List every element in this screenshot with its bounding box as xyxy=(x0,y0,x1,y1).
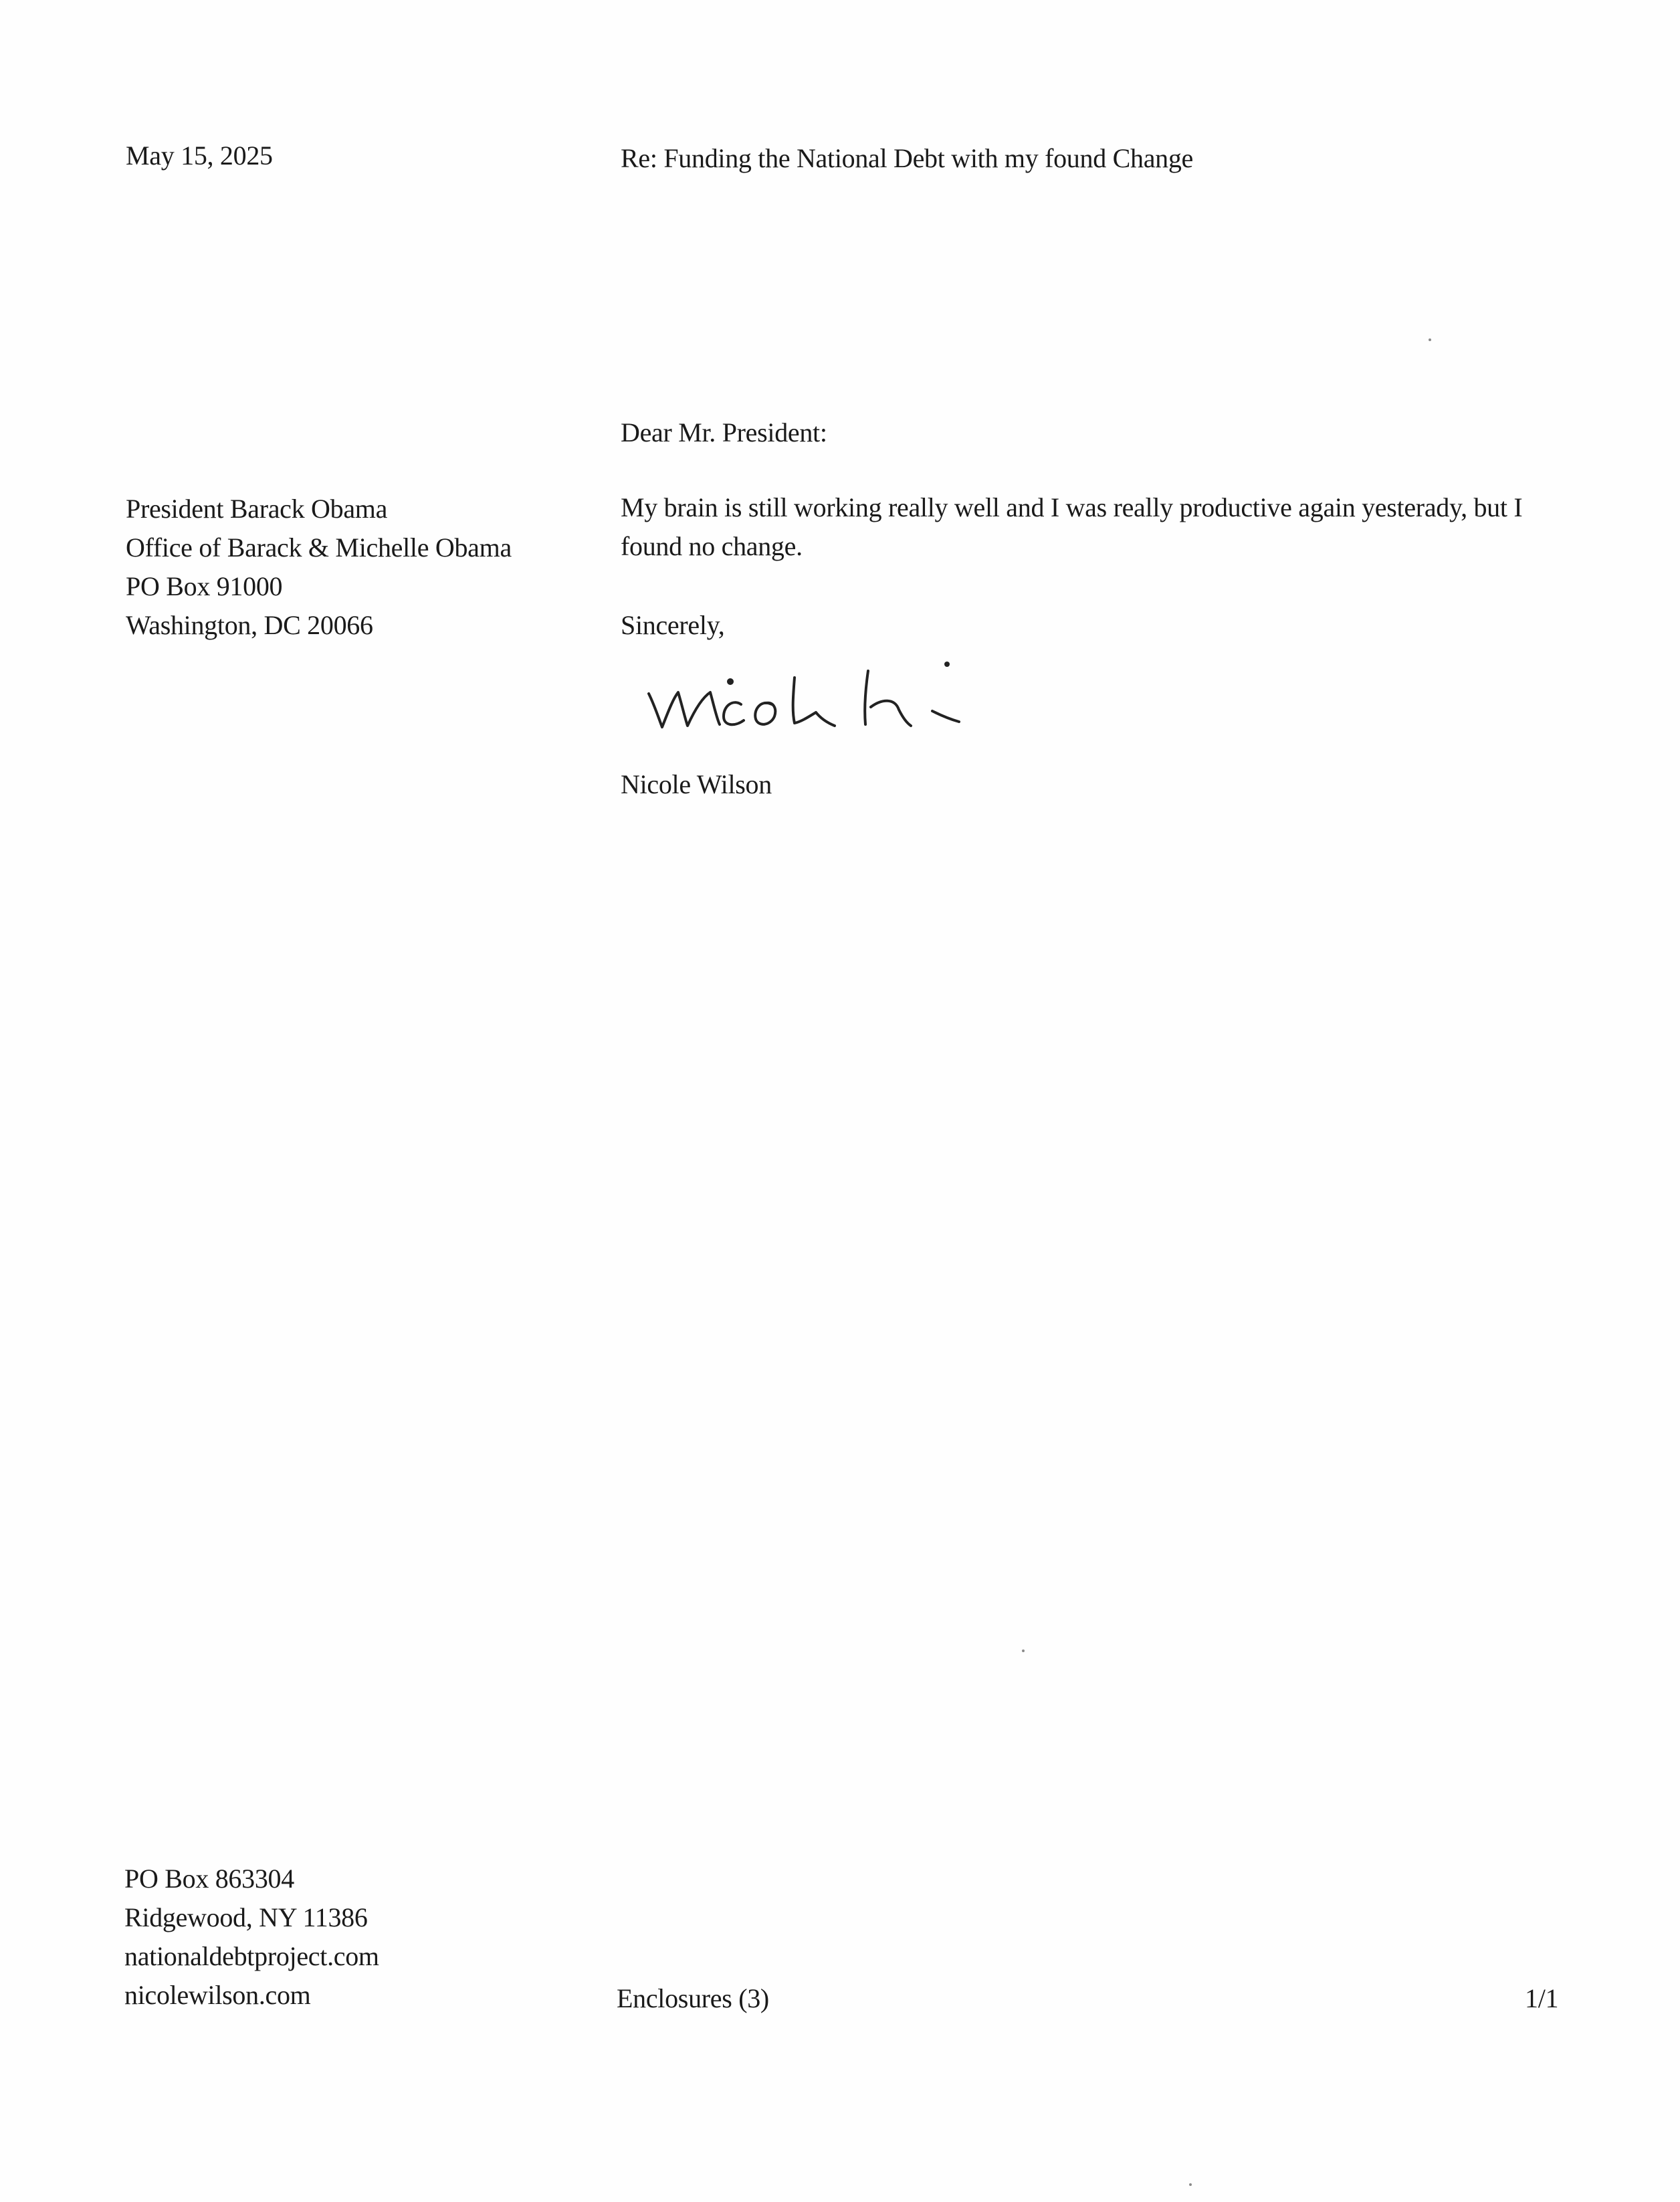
letter-date: May 15, 2025 xyxy=(126,140,273,171)
signer-name: Nicole Wilson xyxy=(621,769,772,799)
sender-city: Ridgewood, NY 11386 xyxy=(124,1902,368,1932)
enclosures-note: Enclosures (3) xyxy=(617,1983,769,2013)
recipient-name: President Barack Obama xyxy=(126,494,388,524)
sender-po-box: PO Box 863304 xyxy=(124,1864,294,1894)
recipient-city: Washington, DC 20066 xyxy=(126,610,373,640)
scan-speck xyxy=(1429,338,1431,341)
recipient-address xyxy=(126,490,512,645)
letter-subject: Re: Funding the National Debt with my found Change xyxy=(621,143,1193,173)
page-number: 1/1 xyxy=(1525,1983,1559,2013)
closing: Sincerely, xyxy=(621,610,725,640)
sender-website-personal: nicolewilson.com xyxy=(124,1980,311,2010)
sender-address xyxy=(124,1860,379,2015)
recipient-office: Office of Barack & Michelle Obama xyxy=(126,532,512,563)
salutation: Dear Mr. President: xyxy=(621,417,827,447)
sender-website-project: nationaldebtproject.com xyxy=(124,1941,379,1971)
handwritten-signature xyxy=(641,652,988,746)
scan-speck xyxy=(1189,2183,1192,2186)
scan-speck xyxy=(1022,1649,1025,1652)
letter-body: My brain is still working really well and I was really productive again yesterady, but I found no change. xyxy=(621,492,1523,561)
recipient-po-box: PO Box 91000 xyxy=(126,571,283,601)
